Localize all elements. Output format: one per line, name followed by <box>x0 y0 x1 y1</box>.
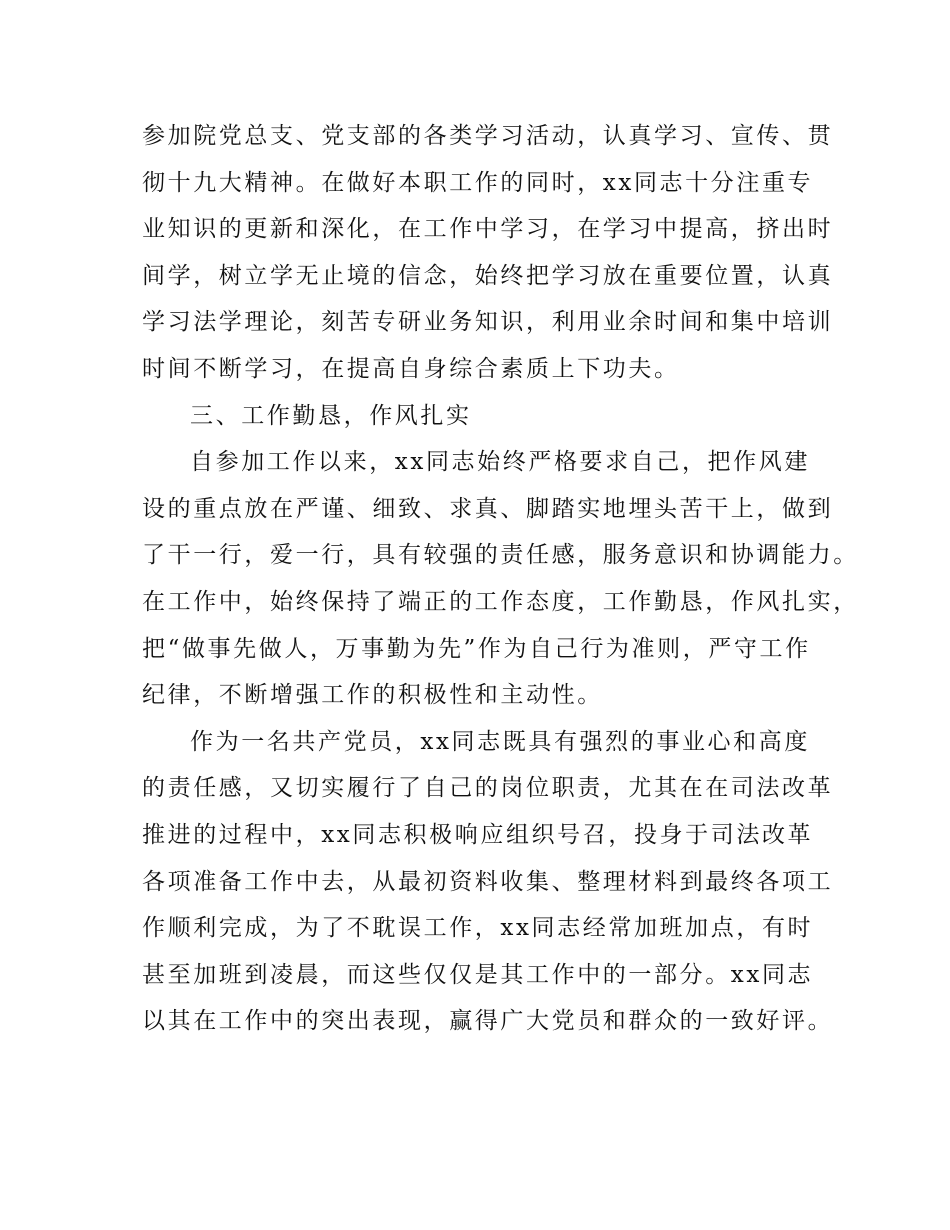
text-line: 设的重点放在严谨、细致、求真、脚踏实地埋头苦干上，做到 <box>142 495 834 522</box>
text-line: 间学，树立学无止境的信念，始终把学习放在重要位置，认真 <box>142 262 834 289</box>
text-line: 三、工作勤恳，作风扎实 <box>190 402 472 429</box>
text-line: 参加院党总支、党支部的各类学习活动，认真学习、宣传、贯 <box>142 123 834 149</box>
text-line: 推进的过程中，xx同志积极响应组织号召，投身于司法改革 <box>142 821 814 848</box>
document-body <box>142 113 859 1045</box>
text-line: 自参加工作以来，xx同志始终严格要求自己，把作风建 <box>190 449 810 476</box>
text-line: 以其在工作中的突出表现，赢得广大党员和群众的一致好评。 <box>142 1008 834 1035</box>
text-line: 各项准备工作中去，从最初资料收集、整理材料到最终各项工 <box>142 868 834 895</box>
text-line: 彻十九大精神。在做好本职工作的同时，xx同志十分注重专 <box>142 169 814 196</box>
text-line: 纪律，不断增强工作的积极性和主动性。 <box>142 682 603 709</box>
text-line: 时间不断学习，在提高自身综合素质上下功夫。 <box>142 355 680 382</box>
text-line: 作顺利完成，为了不耽误工作，xx同志经常加班加点，有时 <box>142 915 814 942</box>
text-line: 业知识的更新和深化，在工作中学习，在学习中提高，挤出时 <box>142 216 834 243</box>
text-line: 的责任感，又切实履行了自己的岗位职责，尤其在在司法改革 <box>142 775 834 802</box>
text-line: 作为一名共产党员，xx同志既具有强烈的事业心和高度 <box>190 728 810 755</box>
text-line: 把“做事先做人，万事勤为先”作为自己行为准则，严守工作 <box>142 635 811 662</box>
text-line: 甚至加班到凌晨，而这些仅仅是其工作中的一部分。xx同志 <box>142 961 814 988</box>
text-line: 了干一行，爱一行，具有较强的责任感，服务意识和协调能力。 <box>142 542 859 569</box>
text-line: 学习法学理论，刻苦专研业务知识，利用业余时间和集中培训 <box>142 309 834 336</box>
text-line: 在工作中，始终保持了端正的工作态度，工作勤恳，作风扎实， <box>142 588 859 615</box>
